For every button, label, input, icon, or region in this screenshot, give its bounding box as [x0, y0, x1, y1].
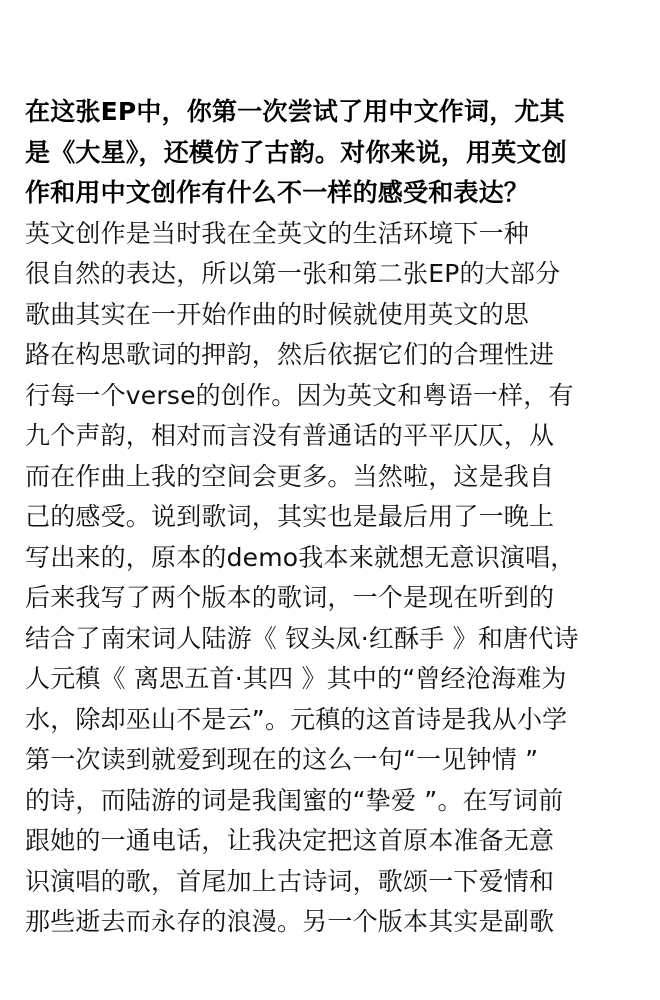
answer-line: 写出来的，原本的demo我本来就想无意识演唱， [25, 542, 576, 572]
answer-line: 人元稹《 离思五首·其四 》其中的“曾经沧海难为 [25, 664, 567, 693]
answer-line: 结合了南宋词人陆游《 钗头凤·红酥手 》和唐代诗 [25, 623, 579, 653]
answer-line: 很自然的表达，所以第一张和第二张EP的大部分 [25, 259, 561, 288]
answer-line: 歌曲其实在一开始作曲的时候就使用英文的思 [25, 299, 530, 329]
question-line: 在这张EP中，你第一次尝试了用中文作词，尤其 [25, 97, 565, 126]
answer-line: 行每一个verse的创作。因为英文和粤语一样，有 [25, 380, 574, 410]
answer-line: 识演唱的歌，首尾加上古诗词，歌颂一下爱情和 [25, 866, 555, 896]
answer-line: 跟她的一通电话，让我决定把这首原本准备无意 [25, 826, 555, 855]
question-line: 是《大星》，还模仿了古韵。对你来说，用英文创 [25, 137, 567, 167]
answer-line: 后来我写了两个版本的歌词，一个是现在听到的 [25, 583, 555, 612]
answer-line: 第一次读到就爱到现在的这么一句“一见钟情 ” [25, 745, 539, 774]
answer-line: 英文创作是当时我在全英文的生活环境下一种 [25, 218, 530, 248]
interview-answer [25, 214, 637, 943]
answer-line: 己的感受。说到歌词，其实也是最后用了一晚上 [25, 502, 555, 531]
answer-line: 路在构思歌词的押韵，然后依据它们的合理性进 [25, 340, 555, 369]
question-line: 作和用中文创作有什么不一样的感受和表达？ [25, 178, 530, 207]
answer-line: 那些逝去而永存的浪漫。另一个版本其实是副歌 [25, 907, 555, 936]
answer-line: 水，除却巫山不是云”。元稹的这首诗是我从小学 [25, 704, 568, 734]
interview-question [25, 92, 637, 214]
answer-line: 九个声韵，相对而言没有普通话的平平仄仄，从 [25, 421, 555, 450]
answer-line: 而在作曲上我的空间会更多。当然啦，这是我自 [25, 461, 555, 491]
article-body [25, 92, 637, 943]
answer-line: 的诗，而陆游的词是我闺蜜的“挚爱 ”。在写词前 [25, 785, 564, 815]
